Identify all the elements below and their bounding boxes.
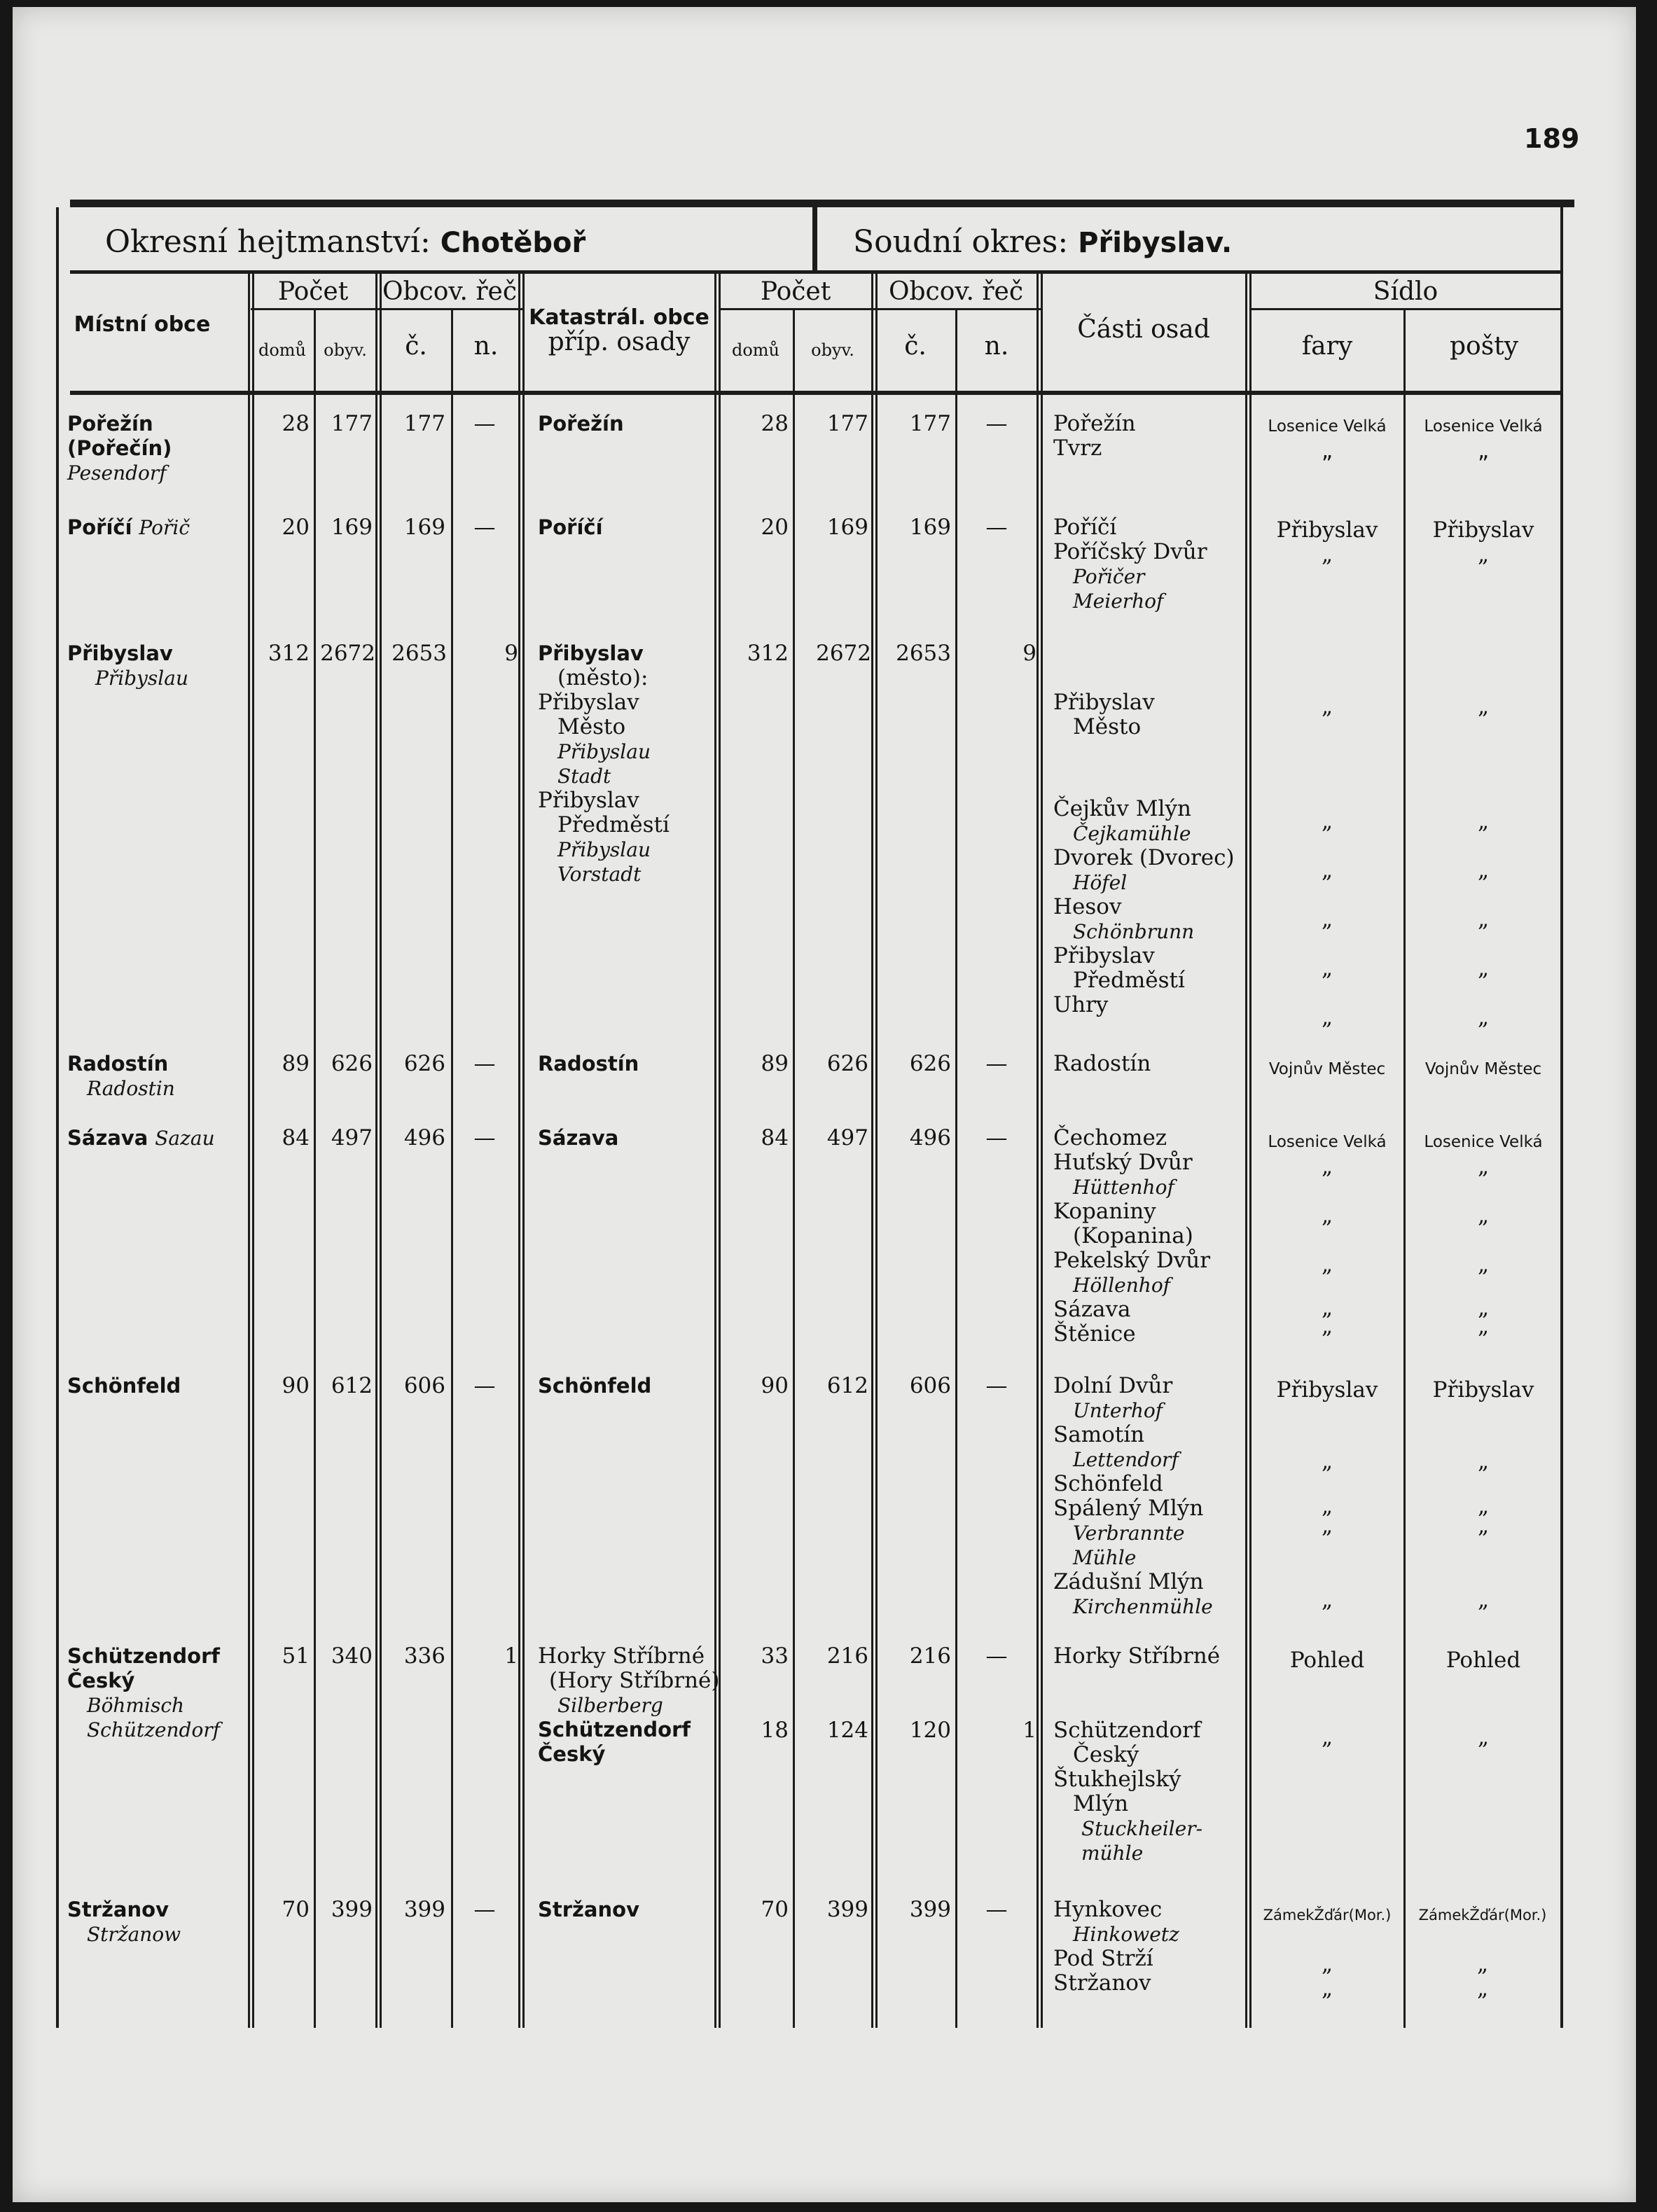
posty-list: Losenice Velká „ [1424,417,1543,464]
k-c: 626 [909,1051,951,1076]
posty-list: Přibyslav „ [1432,517,1534,567]
posty-value: Vojnův Městec [1424,1060,1542,1078]
page-number: 189 [1524,123,1580,154]
k-c: 177 [909,411,951,436]
katastr-name: Pořežín [538,412,624,436]
col-posty: pošty [1450,332,1518,361]
top-rule [70,200,1574,207]
katastr-name: Přibyslav (město): Přibyslav Město Přibyslau Stadt Přibyslav Předměstí Přibyslau Vorstadt [538,641,670,886]
header-top-rule [70,270,1562,274]
col-n-2: n. [984,332,1009,361]
casti-list: Hynkovec Hinkowetz Pod Strží Stržanov [1053,1897,1179,1996]
k-obyv: 177 [826,411,868,436]
k-n: — [985,1051,1008,1076]
court-heading [853,224,1232,260]
k-n: 1 [1022,1718,1037,1743]
rec-n: 1 [504,1643,518,1669]
vline-k [1245,274,1247,2028]
rec-n: 9 [504,641,518,666]
obyv: 612 [331,1373,373,1398]
k-domu: 18 [761,1718,789,1743]
k-obyv: 497 [826,1125,868,1150]
obyv: 340 [331,1643,373,1669]
casti-list: Dolní Dvůr Unterhof Samotín Lettendorf Schönfeld Spálený Mlýn Verbrannte Mühle Zádušní Mlýn Kirchenmühle [1053,1373,1213,1618]
k-domu: 89 [761,1051,789,1076]
vline-e2 [522,274,525,2028]
domu: 20 [282,515,310,540]
domu: 312 [268,641,310,666]
rec-c: 496 [403,1125,445,1150]
obyv: 497 [331,1125,373,1150]
posty-ditto: „ [1477,694,1490,719]
k-c: 2653 [896,641,951,666]
rec-n: — [473,515,496,540]
casti-list: Schützendorf Český Štukhejlský Mlýn Stuckheiler- mühle [1053,1718,1203,1865]
hdr-subrule-2 [719,308,1041,310]
vline-left [56,207,59,2028]
hdr-subrule-3 [1249,308,1562,310]
k-n: — [985,1897,1008,1922]
fary-list: Přibyslav „ [1276,517,1378,567]
obec-name: Sázava Sazau [67,1126,215,1150]
vline-c2 [380,274,382,2028]
k-c: 606 [909,1373,951,1398]
rec-n: — [473,1051,496,1076]
col-n: n. [473,332,499,361]
casti-list: Přibyslav Město [1053,690,1155,739]
rec-n: — [473,1373,496,1398]
k-domu: 28 [761,411,789,436]
k-obyv: 399 [826,1897,868,1922]
fary-value: Vojnův Městec [1268,1060,1386,1078]
col-domu-2: domů [731,340,780,360]
obec-name: Radostín Radostin [67,1052,175,1100]
fary-list: Losenice Velká „ [1268,417,1387,464]
vline-h2 [875,274,878,2028]
rec-n: — [473,1897,496,1922]
domu: 89 [282,1051,310,1076]
katastr-name: Horky Stříbrné (Hory Stříbrné) Silberberg Schützendorf Český [538,1643,720,1766]
k-n: — [985,411,1008,436]
fary-list: Pohled „ [1289,1648,1365,1750]
fary-list: ZámekŽďár(Mor.) „ „ [1263,1907,1392,2001]
vline-e [518,274,520,2028]
col-obcov-rec: Obcov. řeč [382,277,518,306]
domu: 28 [282,411,310,436]
vline-right [1560,207,1563,2028]
obec-name: Schönfeld [67,1374,181,1398]
rec-n: — [473,1125,496,1150]
k-obyv: 216 [826,1643,868,1669]
k-domu: 70 [761,1897,789,1922]
k-c: 120 [909,1718,951,1743]
k-c: 216 [909,1643,951,1669]
col-obcov-rec-2: Obcov. řeč [888,277,1024,306]
katastr-name: Sázava [538,1126,619,1150]
rec-c: 626 [403,1051,445,1076]
k-c: 169 [909,515,951,540]
k-domu: 33 [761,1643,789,1669]
k-domu: 20 [761,515,789,540]
obyv: 169 [331,515,373,540]
obyv: 177 [331,411,373,436]
document-page [13,7,1636,2202]
obyv: 2672 [320,641,375,666]
title-bar [70,207,1562,272]
k-obyv: 2672 [816,641,871,666]
vline-j2 [1041,274,1043,2028]
rec-c: 169 [403,515,445,540]
vline-c [375,274,377,2028]
katastr-name: Poříčí [538,515,603,539]
katastr-name: Radostín [538,1052,639,1076]
k-n: 9 [1022,641,1037,666]
posty-list: „ „ „ „ „ [1477,809,1490,1030]
obec-name: Poříčí Pořič [67,515,190,539]
col-obyv: obyv. [324,340,367,360]
col-katastral-1: Katastrál. obce [529,305,709,330]
casti-list: Pořežín Tvrz [1053,411,1136,461]
domu: 90 [282,1373,310,1398]
rec-c: 2653 [391,641,447,666]
obec-name: Přibyslav Přibyslau [67,641,188,690]
rec-c: 177 [403,411,445,436]
posty-list: Pohled „ [1445,1648,1521,1750]
fary-list: Losenice Velká „ „ „ „ „ [1268,1133,1387,1339]
col-obyv-2: obyv. [811,340,854,360]
rec-c: 606 [403,1373,445,1398]
k-c: 399 [909,1897,951,1922]
k-obyv: 612 [826,1373,868,1398]
casti-list: Horky Stříbrné [1053,1643,1221,1669]
fary-list: Přibyslav „ „ „ „ [1276,1377,1378,1613]
district-heading [105,224,585,260]
col-casti-osad: Části osad [1077,315,1210,344]
rec-n: — [473,411,496,436]
header-bottom-rule [70,391,1562,395]
col-pocet: Počet [277,277,349,306]
vline-d [451,308,453,2028]
court-label: Soudní okres: [853,224,1069,260]
k-domu: 90 [761,1373,789,1398]
col-c: č. [405,332,427,361]
col-c-2: č. [904,332,927,361]
posty-list: Přibyslav „ „ „ „ [1432,1377,1534,1613]
fary-list: „ „ „ „ „ [1321,809,1333,1030]
k-n: — [985,1373,1008,1398]
col-fary: fary [1301,332,1353,361]
k-obyv: 626 [826,1051,868,1076]
k-c: 496 [909,1125,951,1150]
k-obyv: 124 [826,1718,868,1743]
domu: 70 [282,1897,310,1922]
k-n: — [985,1125,1008,1150]
vline-k2 [1249,274,1252,2028]
k-domu: 312 [747,641,789,666]
court-value: Přibyslav. [1078,227,1233,259]
vline-i [955,308,957,2028]
vline-b [314,308,316,2028]
obyv: 399 [331,1897,373,1922]
posty-list: ZámekŽďár(Mor.) „ „ [1418,1907,1547,2001]
k-obyv: 169 [826,515,868,540]
rec-c: 399 [403,1897,445,1922]
col-katastral-2: příp. osady [548,328,691,356]
casti-list: Radostín [1053,1051,1151,1076]
district-label: Okresní hejtmanství: [105,224,431,260]
district-value: Chotěboř [440,227,586,259]
vline-j [1037,274,1039,2028]
hdr-subrule-1 [251,308,524,310]
vline-h [871,274,873,2028]
domu: 51 [282,1643,310,1669]
k-n: — [985,515,1008,540]
col-mistni-obce: Místní obce [74,312,211,337]
casti-list: Čejkův Mlýn Čejkamühle Dvorek (Dvorec) Höfel Hesov Schönbrunn Přibyslav Předměstí Uhry [1053,796,1235,1017]
obec-name: Stržanov Stržanow [67,1898,181,1946]
katastr-name: Schönfeld [538,1374,652,1398]
obec-name: Schützendorf Český Böhmisch Schützendorf [67,1644,221,1741]
vline-l [1403,308,1406,2028]
domu: 84 [282,1125,310,1150]
col-domu: domů [258,340,307,360]
casti-list: Čechomez Huťský Dvůr Hüttenhof Kopaniny (Kopanina) Pekelský Dvůr Höllenhof Sázava Štěnice [1053,1125,1211,1347]
col-pocet-2: Počet [760,277,831,306]
katastr-name: Stržanov [538,1898,639,1921]
obyv: 626 [331,1051,373,1076]
obec-name: Pořežín (Pořečín) Pesendorf [67,412,172,485]
k-domu: 84 [761,1125,789,1150]
title-divider [812,207,817,272]
posty-list: Losenice Velká „ „ „ „ „ [1424,1133,1543,1339]
casti-list: Poříčí Poříčský Dvůr Pořičer Meierhof [1053,515,1207,613]
col-sidlo: Sídlo [1373,277,1438,306]
fary-ditto: „ [1321,694,1333,719]
vline-a [248,274,250,2028]
k-n: — [985,1643,1008,1669]
rec-c: 336 [403,1643,445,1669]
vline-g [793,308,795,2028]
